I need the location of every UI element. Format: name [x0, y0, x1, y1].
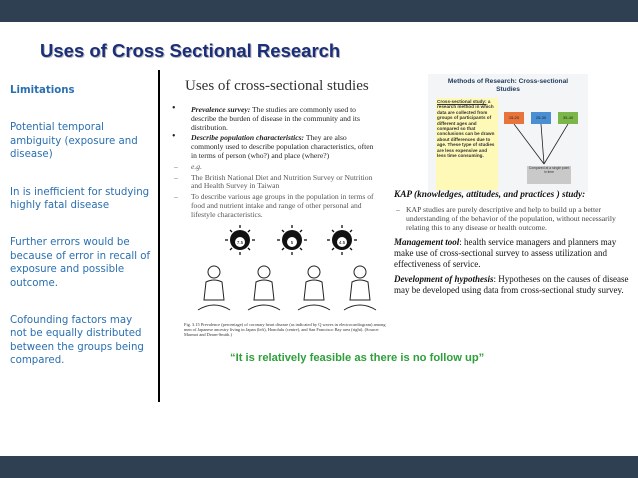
age-group-box: 35-40	[558, 112, 578, 124]
limitation-item: Potential temporal ambiguity (exposure and disease)	[10, 122, 138, 161]
vertical-divider	[158, 70, 160, 402]
slide-title: Uses of Cross Sectional Research	[40, 40, 341, 61]
prevalence-label: 5	[290, 240, 294, 245]
limitation-item: In is inefficient for studying highly fatal disease	[10, 186, 150, 212]
hypothesis-paragraph: Development of hypothesis: Hypotheses on the causes of disease may be developed using data from cross-sectional study survey.	[394, 273, 629, 295]
bullet-dot-icon: •	[172, 131, 176, 143]
bullet-describe: • Describe population characteristics: They are also commonly used to describe population characteristics, often in terms of person (who?) and place (where?)	[172, 131, 374, 160]
bottom-bar	[0, 456, 638, 478]
limitations-heading: Limitations	[10, 85, 75, 96]
dash-icon: –	[396, 205, 400, 214]
person-icon	[248, 266, 280, 310]
methods-title: Methods of Research: Cross-sectional Studies	[447, 78, 569, 93]
top-bar	[0, 0, 638, 22]
sub-bullet-age-groups: – To describe various age groups in the population in terms of food and nutrient intake and range of other personal and lifestyle characteristics.	[174, 192, 374, 219]
kap-panel	[394, 190, 630, 299]
compare-box: Compared at a single point in time	[527, 166, 571, 184]
compare-arrows	[504, 124, 578, 166]
embedded-bullets	[168, 103, 380, 222]
limitations-panel	[10, 84, 152, 392]
age-group-box: 25-30	[531, 112, 551, 124]
limitation-item: Cofounding factors may not be equally distributed between the groups being compared.	[10, 315, 144, 367]
embedded-slide-title: Uses of cross-sectional studies	[185, 78, 369, 94]
methods-description: Cross-sectional study: a research method in which data are collected from groups of participants of different ages and compared so that conclusions can be drawn about differences due to age. These type of studies are less expensive and less time consuming.	[436, 98, 498, 190]
prevalence-label: 7.5	[236, 240, 244, 245]
limitation-item: Further errors would be because of error in recall of exposure and possible outcome.	[10, 237, 151, 289]
feasibility-quote: “It is relatively feasible as there is no follow up”	[230, 352, 485, 364]
dash-icon: –	[174, 172, 178, 182]
management-tool-paragraph: Management tool: health service managers and planners may make use of cross-sectional survey to assess utilization and effectiveness of service.	[394, 237, 617, 270]
bullet-dot-icon: •	[172, 103, 176, 114]
person-icon	[298, 266, 330, 310]
prevalence-label: 4.5	[338, 240, 346, 245]
kap-sub-bullet: – KAP studies are purely descriptive and help to build up a better understanding of the behavior of the population, without necessarily relating this to any disease or health outcome.	[396, 205, 616, 232]
dash-icon: –	[174, 161, 178, 171]
age-group-box: 15-20	[504, 112, 524, 124]
person-icon	[198, 266, 230, 310]
dash-icon: –	[174, 192, 178, 202]
bullet-prevalence: • Prevalence survey: The studies are commonly used to describe the burden of disease in the community and its distribution.	[172, 103, 360, 132]
figure-caption: Fig. 3.15 Prevalence (percentage) of coronary heart disease (as indicated by Q waves in electrocardiogram) among men of Japanese ancestry living in Japan (left), Honolulu (centre), and San Francisco Bay area (right). (Source: Marmot and Dearn-Smith.)	[184, 322, 386, 337]
sub-bullet-survey: – The British National Diet and Nutrition Survey or Nutrition and Health Survey in Taiwan	[174, 172, 373, 191]
cartoon-figure	[184, 222, 384, 322]
methods-research-box	[428, 74, 588, 192]
kap-heading: KAP (knowledges, attitudes, and practices ) study:	[394, 190, 586, 200]
person-icon	[344, 266, 376, 310]
sub-bullet-eg: – e.g.	[174, 161, 202, 171]
